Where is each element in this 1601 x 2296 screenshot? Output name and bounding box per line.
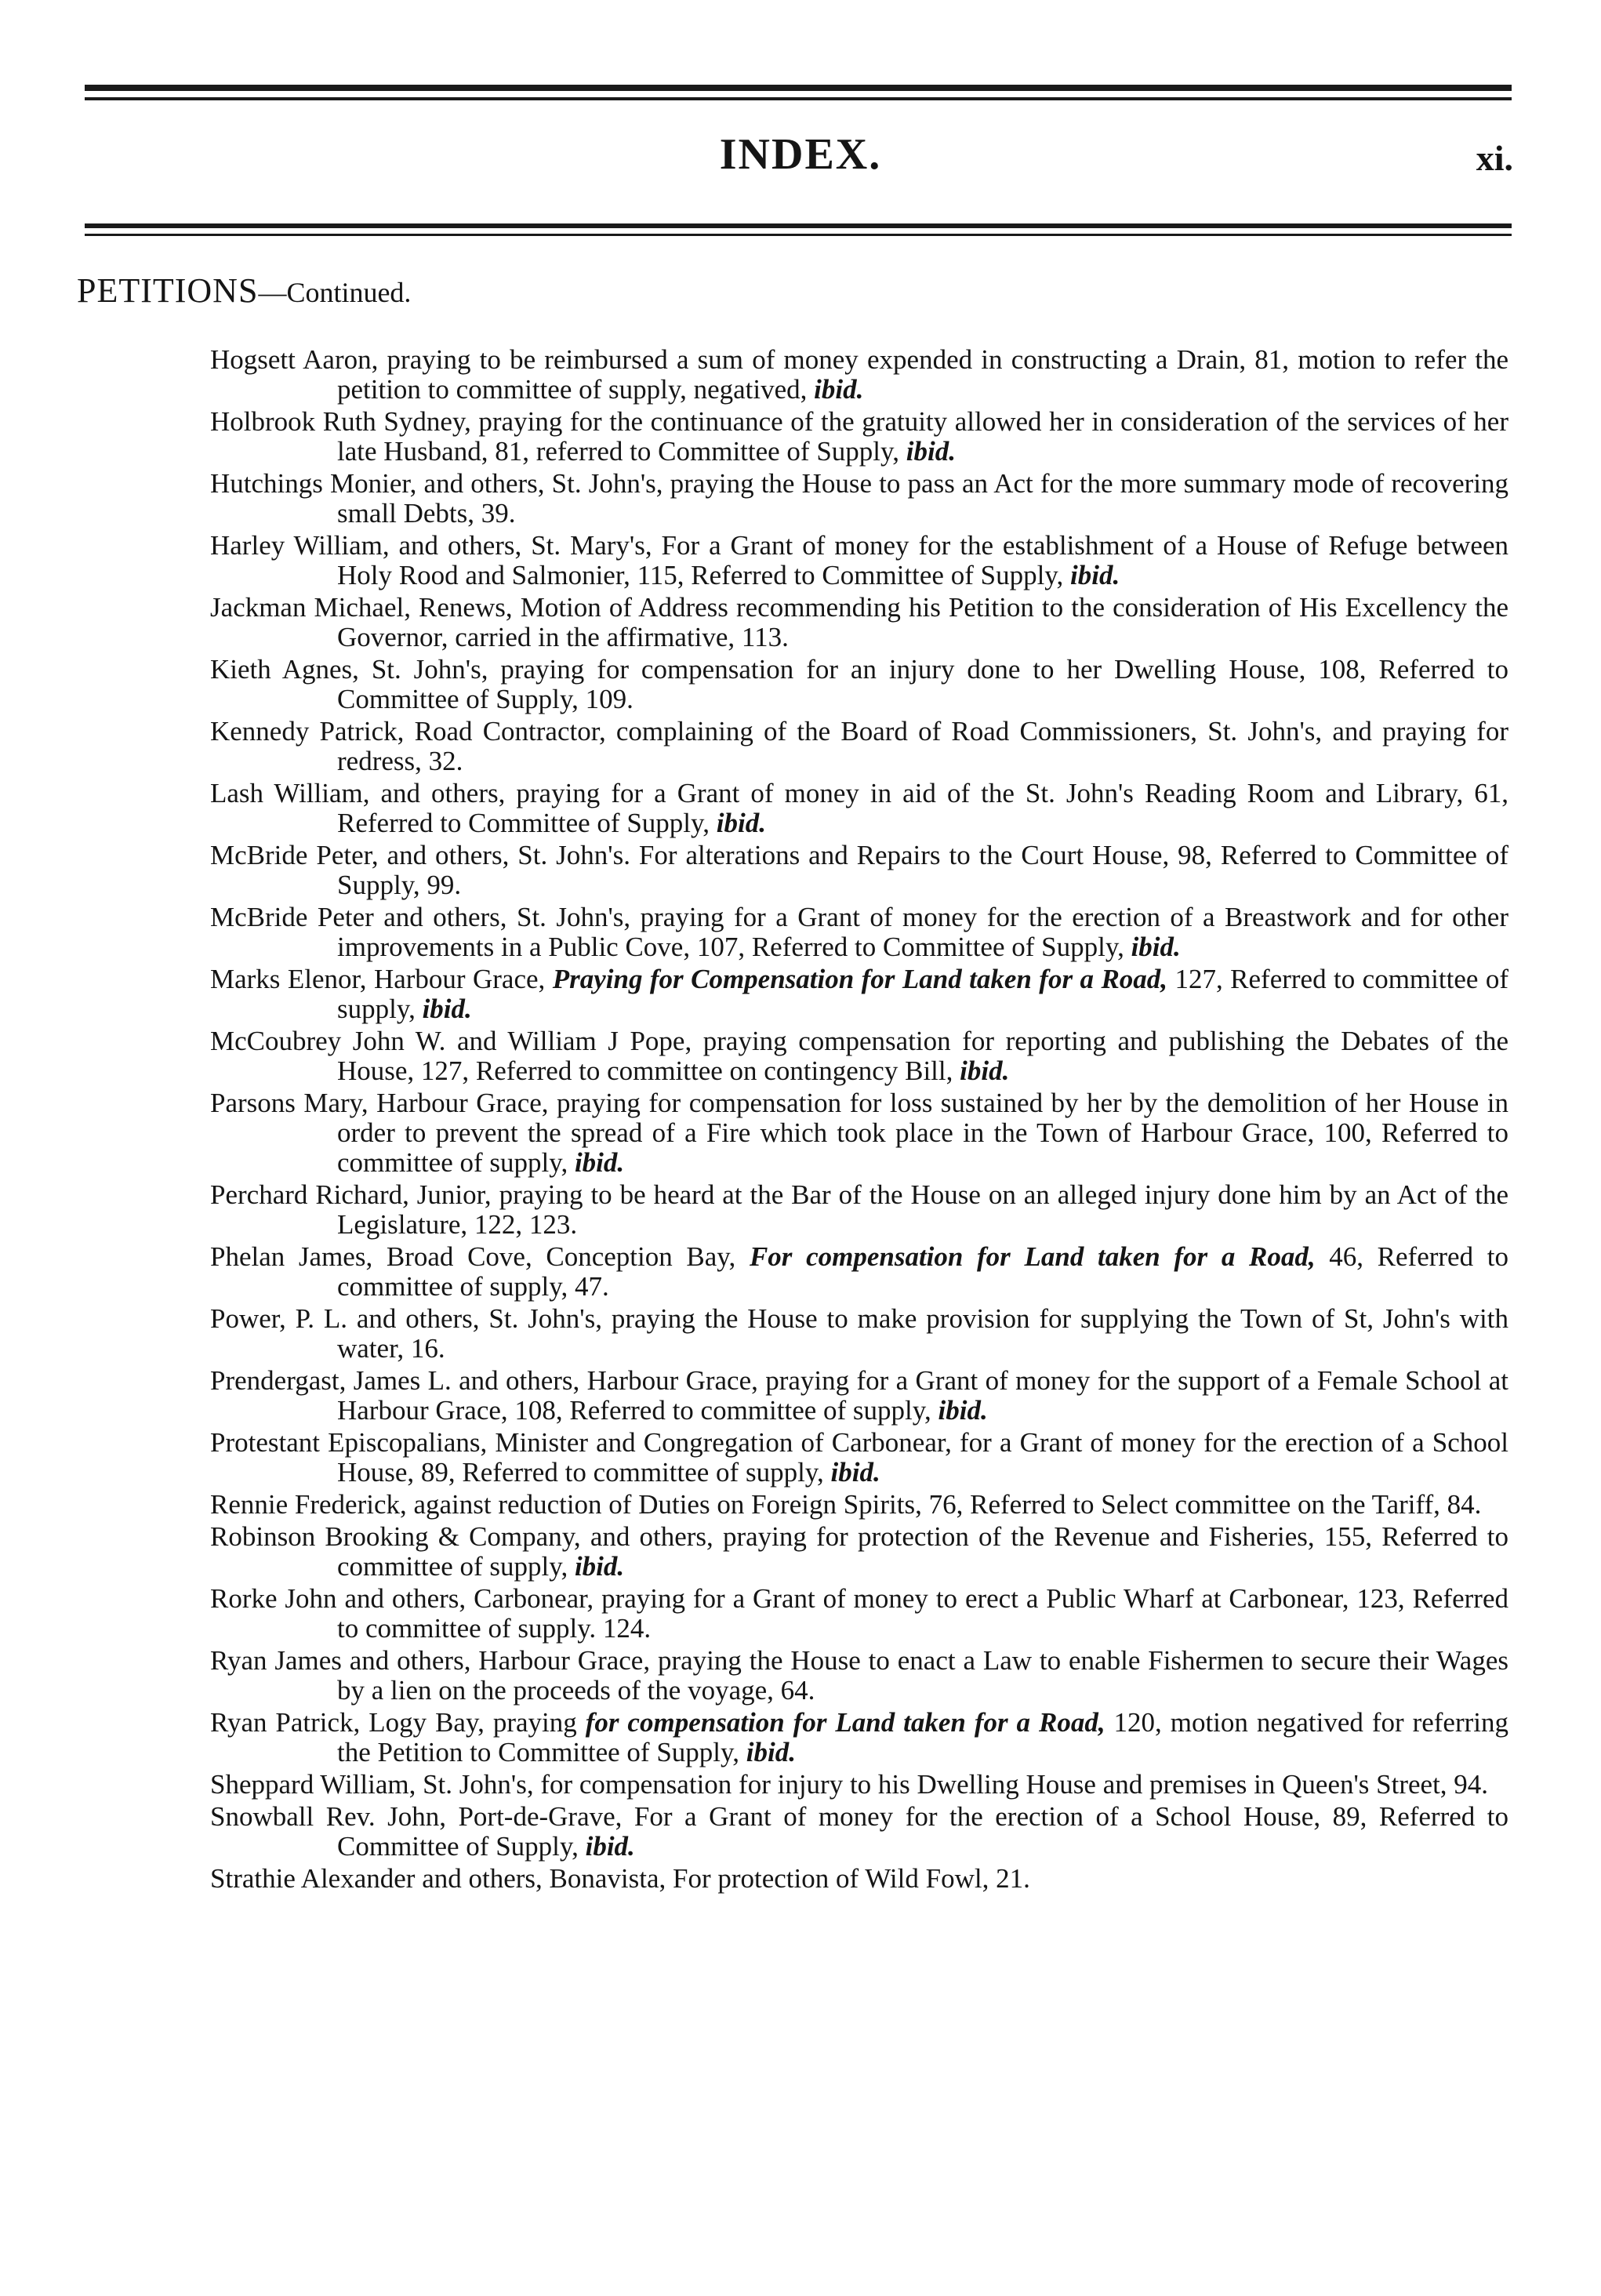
petition-entry — [210, 531, 1508, 590]
entry-text: Rennie Frederick, against reduction of Duties on Foreign Spirits, 76, Referred to Select committee on the Tariff, 84. — [210, 1489, 1482, 1520]
top-rule-heavy — [85, 85, 1512, 91]
petition-entry — [210, 779, 1508, 838]
entry-text: McBride Peter, and others, St. John's. For alterations and Repairs to the Court House, 98, Referred to Committee of Supply, 99. — [210, 840, 1508, 900]
petition-entry — [210, 1088, 1508, 1178]
entry-text: Robinson Brooking & Company, and others, praying for protection of the Revenue and Fisheries, 155, Referred to committee of supply, — [210, 1521, 1508, 1582]
entry-text: 127, Referred to committee of supply, — [337, 964, 1508, 1024]
entry-italic-text: ibid. — [1131, 932, 1181, 962]
running-title: INDEX. — [719, 130, 882, 179]
petition-entry — [210, 1366, 1508, 1426]
entry-text: Lash William, and others, praying for a Grant of money in aid of the St. John's Reading Room and Library, 61, Referred to Committee of Supply, — [210, 778, 1508, 838]
petition-entry — [210, 1428, 1508, 1488]
petition-entry — [210, 655, 1508, 714]
entry-text: 120, motion negatived for referring the Petition to Committee of Supply, — [337, 1707, 1508, 1767]
section-title: PETITIONS — [77, 271, 259, 310]
entry-italic-text: ibid. — [1070, 560, 1120, 590]
petition-entry — [210, 1584, 1508, 1644]
petition-entry-list — [210, 345, 1508, 1896]
petition-entry — [210, 965, 1508, 1024]
entry-text: Parsons Mary, Harbour Grace, praying for compensation for loss sustained by her by the demolition of her House in order to prevent the spread of a Fire which took place in the Town of Harbour Grace, 100, Referred to committee of supply, — [210, 1088, 1508, 1178]
petition-entry — [210, 1646, 1508, 1706]
petition-entry — [210, 1490, 1508, 1520]
petition-entry — [210, 841, 1508, 900]
entry-text: Kieth Agnes, St. John's, praying for compensation for an injury done to her Dwelling House, 108, Referred to Committee of Supply, 109. — [210, 654, 1508, 714]
petition-entry — [210, 1522, 1508, 1582]
entry-text: Ryan Patrick, Logy Bay, praying — [210, 1707, 586, 1738]
entry-text: Protestant Episcopalians, Minister and Congregation of Carbonear, for a Grant of money for the erection of a School House, 89, Referred to committee of supply, — [210, 1427, 1508, 1488]
petition-entry — [210, 903, 1508, 962]
petition-entry — [210, 1708, 1508, 1767]
entry-text: Power, P. L. and others, St. John's, praying the House to make provision for supplying the Town of St, John's with water, 16. — [210, 1303, 1508, 1364]
entry-text: Snowball Rev. John, Port-de-Grave, For a Grant of money for the erection of a School House, 89, Referred to Committee of Supply, — [210, 1801, 1508, 1862]
entry-text: Sheppard William, St. John's, for compensation for injury to his Dwelling House and premises in Queen's Street, 94. — [210, 1769, 1489, 1800]
petition-entry — [210, 1180, 1508, 1240]
entry-text: Strathie Alexander and others, Bonavista, For protection of Wild Fowl, 21. — [210, 1863, 1030, 1894]
entry-text: Hogsett Aaron, praying to be reimbursed a sum of money expended in constructing a Drain, 81, motion to refer the petition to committee of supply, negatived, — [210, 344, 1508, 405]
header-rule-light — [85, 234, 1512, 236]
entry-italic-text: ibid. — [746, 1737, 796, 1767]
section-continued: —Continued. — [258, 277, 412, 308]
entry-italic-text: ibid. — [830, 1457, 880, 1488]
entry-text: Perchard Richard, Junior, praying to be heard at the Bar of the House on an alleged injury done him by an Act of the Legislature, 122, 123. — [210, 1179, 1508, 1240]
entry-text: McCoubrey John W. and William J Pope, praying compensation for reporting and publishing the Debates of the House, 127, Referred to committee on contingency Bill, — [210, 1026, 1508, 1086]
header-rule-heavy — [85, 223, 1512, 228]
petition-entry — [210, 1770, 1508, 1800]
entry-italic-text: ibid. — [938, 1395, 988, 1426]
page-number: xi. — [1476, 138, 1513, 178]
entry-italic-text: ibid. — [814, 374, 864, 405]
petition-entry — [210, 717, 1508, 776]
entry-text: 46, Referred to committee of supply, 47. — [337, 1241, 1508, 1302]
entry-text: Phelan James, Broad Cove, Conception Bay, — [210, 1241, 750, 1272]
entry-text: Ryan James and others, Harbour Grace, praying the House to enact a Law to enable Fishermen to secure their Wages by a lien on the proceeds of the voyage, 64. — [210, 1645, 1508, 1706]
petition-entry — [210, 1304, 1508, 1364]
entry-text: Prendergast, James L. and others, Harbour Grace, praying for a Grant of money for the support of a Female School at Harbour Grace, 108, Referred to committee of supply, — [210, 1365, 1508, 1426]
entry-text: Holbrook Ruth Sydney, praying for the continuance of the gratuity allowed her in consideration of the services of her late Husband, 81, referred to Committee of Supply, — [210, 406, 1508, 467]
entry-text: Marks Elenor, Harbour Grace, — [210, 964, 553, 994]
entry-italic-text: ibid. — [960, 1055, 1010, 1086]
petition-entry — [210, 1802, 1508, 1862]
entry-text: Rorke John and others, Carbonear, praying for a Grant of money to erect a Public Wharf at Carbonear, 123, Referred to committee of supply. 124. — [210, 1583, 1508, 1644]
entry-italic-text: ibid. — [422, 994, 472, 1024]
entry-italic-text: Praying for Compensation for Land taken for a Road, — [552, 964, 1168, 994]
entry-italic-text: for compensation for Land taken for a Road, — [585, 1707, 1105, 1738]
petition-entry — [210, 1864, 1508, 1894]
petition-entry — [210, 345, 1508, 405]
section-heading — [77, 271, 411, 311]
petition-entry — [210, 1026, 1508, 1086]
petition-entry — [210, 407, 1508, 467]
entry-text: Jackman Michael, Renews, Motion of Address recommending his Petition to the consideration of His Excellency the Governor, carried in the affirmative, 113. — [210, 592, 1508, 652]
petition-entry — [210, 1242, 1508, 1302]
entry-text: Harley William, and others, St. Mary's, For a Grant of money for the establishment of a House of Refuge between Holy Rood and Salmonier, 115, Referred to Committee of Supply, — [210, 530, 1508, 590]
entry-text: Hutchings Monier, and others, St. John's, praying the House to pass an Act for the more summary mode of recovering small Debts, 39. — [210, 468, 1508, 529]
entry-italic-text: ibid. — [574, 1551, 625, 1582]
petition-entry — [210, 593, 1508, 652]
entry-text: Kennedy Patrick, Road Contractor, complaining of the Board of Road Commissioners, St. John's, and praying for redress, 32. — [210, 716, 1508, 776]
entry-italic-text: ibid. — [574, 1147, 625, 1178]
petition-entry — [210, 469, 1508, 529]
entry-text: McBride Peter and others, St. John's, praying for a Grant of money for the erection of a Breastwork and for other improvements in a Public Cove, 107, Referred to Committee of Supply, — [210, 902, 1508, 962]
entry-italic-text: ibid. — [906, 436, 956, 467]
entry-italic-text: ibid. — [716, 808, 766, 838]
top-rule-light — [85, 97, 1512, 100]
entry-italic-text: For compensation for Land taken for a Road, — [749, 1241, 1316, 1272]
entry-italic-text: ibid. — [585, 1831, 635, 1862]
